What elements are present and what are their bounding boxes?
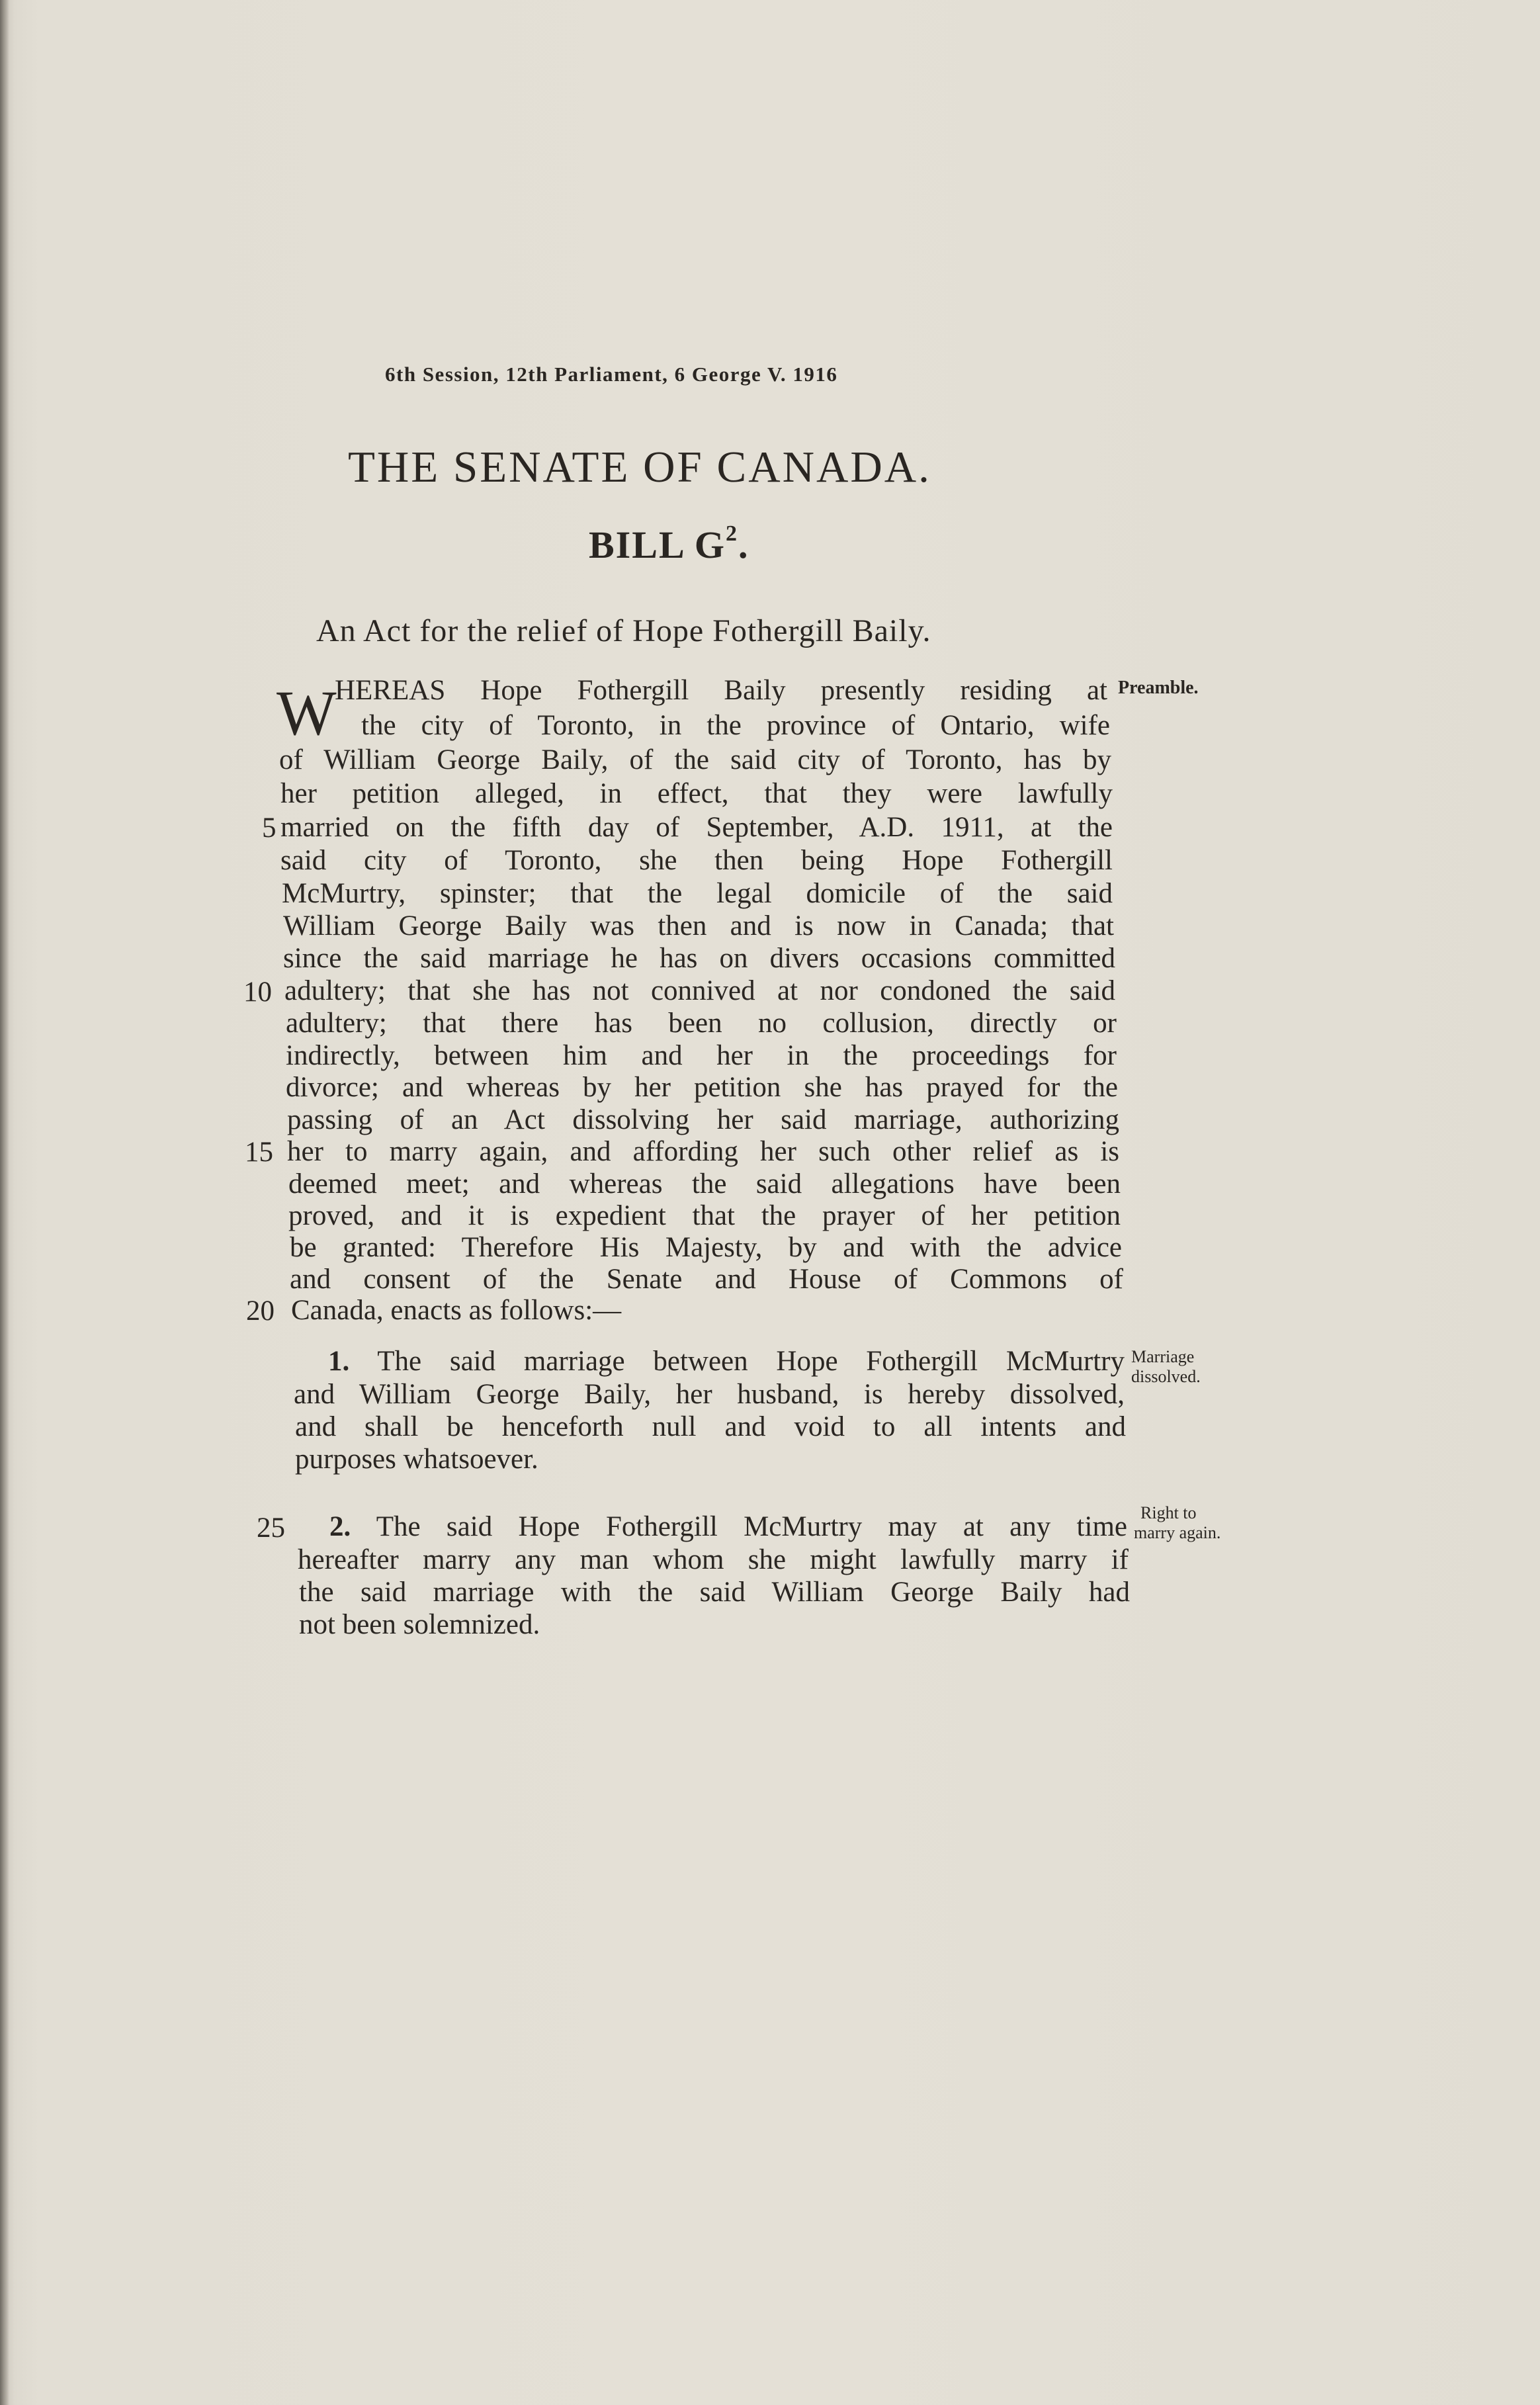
line-number-20: 20 [246,1295,275,1327]
line-number-25: 25 [257,1512,285,1544]
bill-suffix: . [738,523,749,566]
bill-superscript: 2 [726,521,739,546]
section-2-line [329,1512,1127,1541]
preamble-line: McMurtry, spinster; that the legal domicile of the said [282,878,1113,909]
section-text: The said Hope Fothergill McMurtry may at any time [376,1511,1127,1542]
section-2-line: hereafter marry any man whom she might lawfully marry if [298,1544,1129,1575]
preamble-line: proved, and it is expedient that the prayer of her petition [288,1200,1121,1231]
section-1-line: and William George Baily, her husband, is hereby dissolved, [294,1379,1125,1410]
preamble-line: and consent of the Senate and House of Commons of [290,1264,1123,1295]
preamble-line: married on the fifth day of September, A.D. 1911, at the [280,812,1113,843]
preamble-line: indirectly, between him and her in the proceedings for [286,1040,1117,1071]
side-note-right-to-marry-1: Right to [1140,1503,1197,1522]
preamble-line: Canada, enacts as follows:— [291,1295,622,1326]
preamble-line: her petition alleged, in effect, that they were lawfully [280,778,1113,809]
side-note-marriage-dissolved-1: Marriage [1131,1347,1195,1366]
preamble-line: divorce; and whereas by her petition she has prayed for the [286,1072,1118,1103]
preamble-line: passing of an Act dissolving her said marriage, authorizing [287,1104,1119,1135]
side-note-marriage-dissolved-2: dissolved. [1131,1367,1201,1386]
side-note-preamble: Preamble. [1118,678,1199,698]
line-number-15: 15 [245,1137,273,1168]
preamble-line: the city of Toronto, in the province of Ontario, wife [361,710,1110,741]
section-2-line: not been solemnized. [299,1609,540,1640]
section-number: 2. [329,1511,351,1542]
preamble-line: her to marry again, and affording her such other relief as is [287,1136,1119,1167]
preamble-line: be granted: Therefore His Majesty, by and with the advice [290,1232,1122,1263]
act-title: An Act for the relief of Hope Fothergill Baily. [316,613,931,648]
section-number: 1. [328,1346,350,1377]
preamble-line: of William George Baily, of the said city of Toronto, has by [279,744,1111,775]
section-1-line [328,1347,1125,1376]
preamble-line: HEREAS Hope Fothergill Baily presently residing at [335,675,1107,706]
bill-number [589,521,749,567]
dropcap: W [277,678,337,748]
preamble-line: William George Baily was then and is now in Canada; that [283,910,1114,941]
preamble-line: deemed meet; and whereas the said allegations have been [288,1168,1121,1200]
side-note-right-to-marry-2: marry again. [1134,1523,1221,1542]
preamble-line: adultery; that there has been no collusion, directly or [286,1008,1117,1039]
session-line: 6th Session, 12th Parliament, 6 George V. 1916 [385,363,838,386]
section-2-line: the said marriage with the said William George Baily had [299,1577,1130,1608]
preamble-line: since the said marriage he has on divers occasions committed [283,943,1115,974]
binding-edge [0,0,9,2405]
senate-heading: THE SENATE OF CANADA. [348,443,931,492]
bill-prefix: BILL G [589,523,726,566]
preamble-line: adultery; that she has not connived at nor condoned the said [284,975,1115,1006]
line-number-5: 5 [262,812,277,844]
line-number-10: 10 [243,977,272,1008]
section-1-line: purposes whatsoever. [295,1444,538,1475]
section-1-line: and shall be henceforth null and void to all intents and [295,1411,1126,1442]
section-text: The said marriage between Hope Fothergill McMurtry [377,1346,1125,1377]
preamble-line: said city of Toronto, she then being Hope Fothergill [280,845,1113,876]
